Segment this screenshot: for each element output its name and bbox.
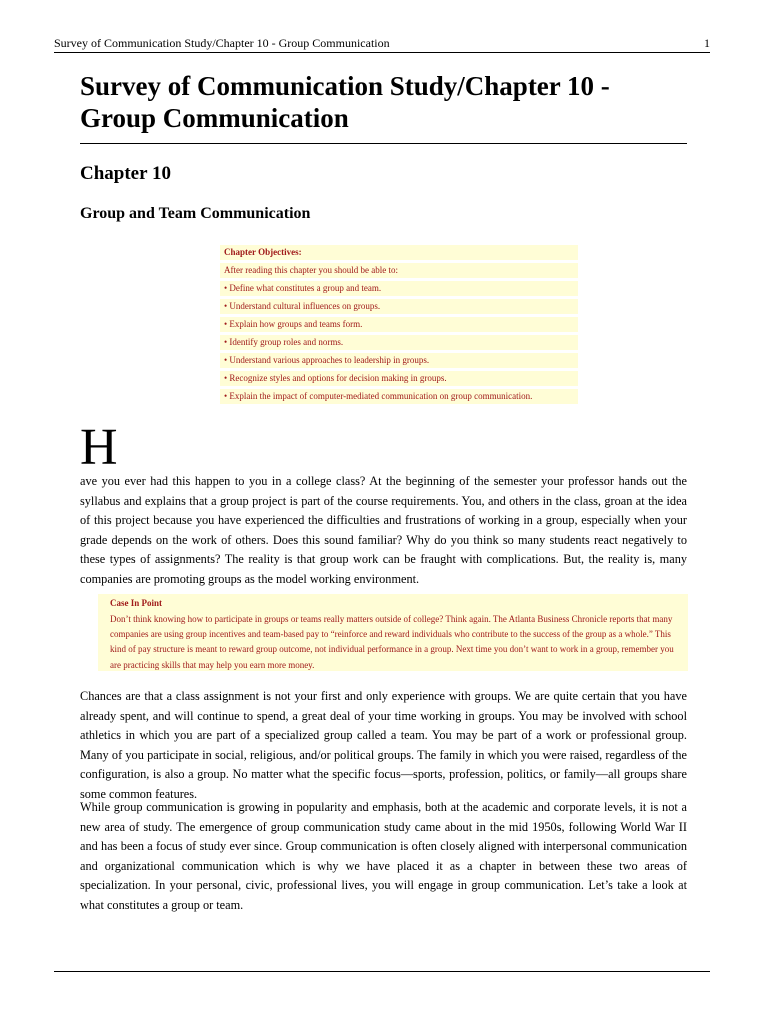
drop-cap: H [80, 419, 118, 476]
case-in-point-box [98, 594, 688, 671]
header-rule [54, 52, 710, 53]
objectives-intro: After reading this chapter you should be able to: [220, 263, 578, 278]
footer-rule [54, 971, 710, 972]
page-number: 1 [704, 36, 710, 50]
chapter-objectives-box [220, 245, 578, 407]
objective-item: • Explain how groups and teams form. [220, 317, 578, 332]
objective-item: • Define what constitutes a group and team. [220, 281, 578, 296]
title-rule [80, 143, 687, 144]
body-paragraph: While group communication is growing in popularity and emphasis, both at the academic and corporate levels, it is not a new area of study. The emergence of group communication study came about in the mid 1950s, following World War II and has been a focus of study ever since. Group communication is often closely aligned with interpersonal communication and organizational communication which is why we have placed it as a chapter in between these two areas of specialization. In your personal, civic, professional lives, you will engage in group communication. Let’s take a look at what constitutes a group or team. [80, 800, 687, 912]
objective-item: • Recognize styles and options for decision making in groups. [220, 371, 578, 386]
objective-item: • Explain the impact of computer-mediated communication on group communication. [220, 389, 578, 404]
case-in-point-heading: Case In Point [110, 598, 163, 608]
objective-item: • Understand cultural influences on groups. [220, 299, 578, 314]
running-title: Survey of Communication Study/Chapter 10 - Group Communication [54, 36, 390, 50]
section-heading: Group and Team Communication [80, 205, 311, 222]
objectives-heading: Chapter Objectives: [220, 245, 578, 260]
case-in-point-text: Don’t think knowing how to participate in groups or teams really matters outside of college? Think again. The Atlanta Business Chronicle reports that many companies are using group incentives and team-based pay to “reinforce and reward individuals who contribute to the success of the group as a whole.” This kind of pay structure is meant to reward group outcome, not individual performance in a group. Next time you don’t want to work in a group, remember you are practicing skills that may help you earn more money. [110, 614, 674, 670]
objective-item: • Identify group roles and norms. [220, 335, 578, 350]
chapter-heading: Chapter 10 [80, 163, 171, 184]
running-header [54, 36, 710, 51]
intro-paragraph: ave you ever had this happen to you in a college class? At the beginning of the semester your professor hands out the syllabus and explains that a group project is part of the course requirements. You, and others in the class, groan at the idea of this project because you have experienced the difficulties and frustrations of working in a group, especially when your grade depends on the work of others. Does this sound familiar? Why do you think so many students react negatively to these types of assignments? The reality is that group work can be fraught with complications. But, the reality is, many companies are promoting groups as the model working environment. [80, 474, 687, 586]
page-title: Survey of Communication Study/Chapter 10 - Group Communication [80, 71, 610, 133]
body-paragraph: Chances are that a class assignment is not your first and only experience with groups. We are quite certain that you have already spent, and will continue to spend, a great deal of your time working in groups. You may be involved with school athletics in which you are part of a specialized group called a team. You may be part of a work or professional group. Many of you participate in social, religious, and/or political groups. The family in which you were raised, regardless of the configuration, is also a group. No matter what the specific focus—sports, profession, politics, or family—all groups share some common features. [80, 689, 687, 801]
objective-item: • Understand various approaches to leadership in groups. [220, 353, 578, 368]
